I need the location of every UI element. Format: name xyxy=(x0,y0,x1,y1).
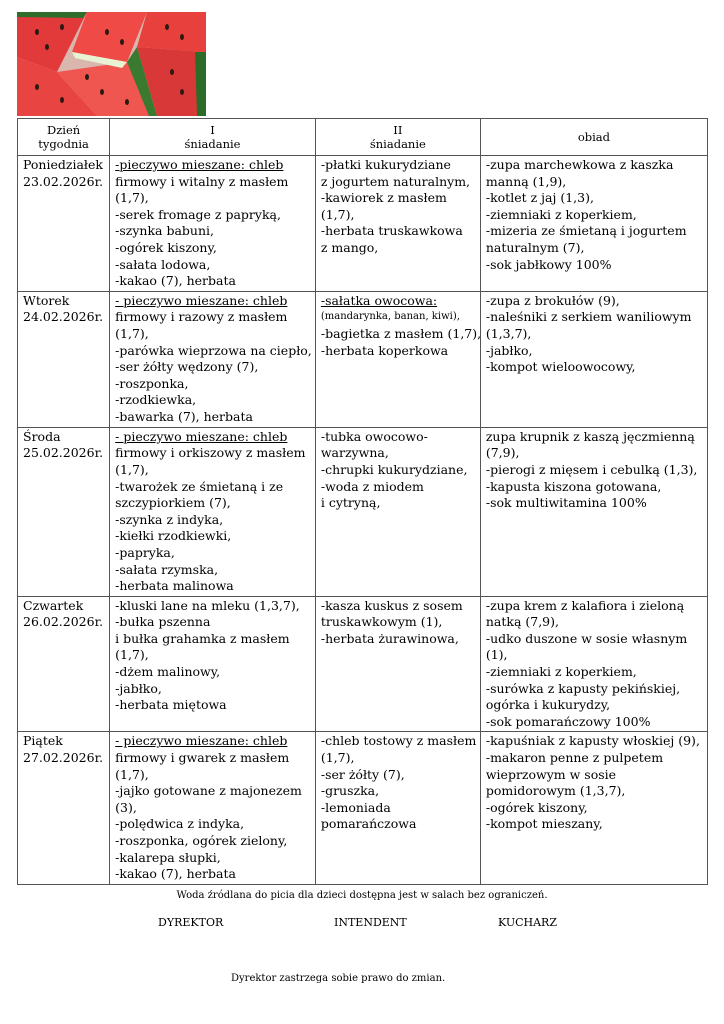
day-cell: Środa 25.02.2026r. xyxy=(18,427,110,596)
lunch-cell: -kapuśniak z kapusty włoskiej (9), -makaron penne z pulpetem wieprzowym w sosie pomidorowym (1,3,7), -ogórek kiszony, -kompot mieszany, xyxy=(480,732,707,884)
weekly-menu-table xyxy=(17,118,708,885)
water-note: Woda źródlana do picia dla dzieci dostępna jest w salach bez ograniczeń. xyxy=(176,890,548,901)
breakfast-2-cell: -sałatka owocowa: (mandarynka, banan, kiwi), -bagietka z masłem (1,7), -herbata koperkowa xyxy=(315,291,480,427)
breakfast-2-cell: -kasza kuskus z sosem truskawkowym (1), -herbata żurawinowa, xyxy=(315,596,480,732)
table-row xyxy=(18,427,708,596)
breakfast-2-cell: -tubka owocowo- warzywna, -chrupki kukurydziane, -woda z miodem i cytryną, xyxy=(315,427,480,596)
footer-note: Dyrektor zastrzega sobie prawo do zmian. xyxy=(231,973,446,984)
table-row xyxy=(18,156,708,292)
day-cell: Wtorek 24.02.2026r. xyxy=(18,291,110,427)
breakfast-2-cell: -płatki kukurydziane z jogurtem naturalnym, -kawiorek z masłem (1,7), -herbata truskawkowa z mango, xyxy=(315,156,480,292)
lunch-cell: -zupa krem z kalafiora i zieloną natką (7,9), -udko duszone w sosie własnym (1), -ziemniaki z koperkiem, -surówka z kapusty pekińskiej, ogórka i kukurydzy, -sok pomarańczowy 100% xyxy=(480,596,707,732)
header-day: Dzień tygodnia xyxy=(18,119,110,156)
table-header-row xyxy=(18,119,708,156)
header-lunch: obiad xyxy=(480,119,707,156)
day-cell: Czwartek 26.02.2026r. xyxy=(18,596,110,732)
breakfast-1-cell: - pieczywo mieszane: chleb firmowy i orkiszowy z masłem (1,7), -twarożek ze śmietaną i ze szczypiorkiem (7), -szynka z indyka, -kiełki rzodkiewki, -papryka, -sałata rzymska, -herbata malinowa xyxy=(110,427,316,596)
table-row xyxy=(18,596,708,732)
lunch-cell: -zupa z brokułów (9), -naleśniki z serkiem waniliowym (1,3,7), -jabłko, -kompot wieloowocowy, xyxy=(480,291,707,427)
breakfast-1-cell: - pieczywo mieszane: chleb firmowy i gwarek z masłem (1,7), -jajko gotowane z majonezem (3), -polędwica z indyka, -roszponka, ogórek zielony, -kalarepa słupki, -kakao (7), herbata xyxy=(110,732,316,884)
day-cell: Piątek 27.02.2026r. xyxy=(18,732,110,884)
day-cell: Poniedziałek 23.02.2026r. xyxy=(18,156,110,292)
header-breakfast-1: I śniadanie xyxy=(110,119,316,156)
breakfast-1-cell: -kluski lane na mleku (1,3,7), -bułka pszenna i bułka grahamka z masłem (1,7), -dżem malinowy, -jabłko, -herbata miętowa xyxy=(110,596,316,732)
lunch-cell: zupa krupnik z kaszą jęczmienną (7,9), -pierogi z mięsem i cebulką (1,3), -kapusta kiszona gotowana, -sok multiwitamina 100% xyxy=(480,427,707,596)
breakfast-1-cell: - pieczywo mieszane: chleb firmowy i razowy z masłem (1,7), -parówka wieprzowa na ciepło, -ser żółty wędzony (7), -roszponka, -rzodkiewka, -bawarka (7), herbata xyxy=(110,291,316,427)
watermelon-photo xyxy=(17,12,206,116)
signature-director: DYREKTOR xyxy=(158,916,224,929)
table-row xyxy=(18,732,708,884)
header-breakfast-2: II śniadanie xyxy=(315,119,480,156)
signature-cook: KUCHARZ xyxy=(498,916,557,929)
signature-intendant: INTENDENT xyxy=(334,916,407,929)
breakfast-1-cell: -pieczywo mieszane: chleb firmowy i witalny z masłem (1,7), -serek fromage z papryką, -szynka babuni, -ogórek kiszony, -sałata lodowa, -kakao (7), herbata xyxy=(110,156,316,292)
breakfast-2-cell: -chleb tostowy z masłem (1,7), -ser żółty (7), -gruszka, -lemoniada pomarańczowa xyxy=(315,732,480,884)
table-row xyxy=(18,291,708,427)
lunch-cell: -zupa marchewkowa z kaszka manną (1,9), -kotlet z jaj (1,3), -ziemniaki z koperkiem, -mizeria ze śmietaną i jogurtem naturalnym (7), -sok jabłkowy 100% xyxy=(480,156,707,292)
